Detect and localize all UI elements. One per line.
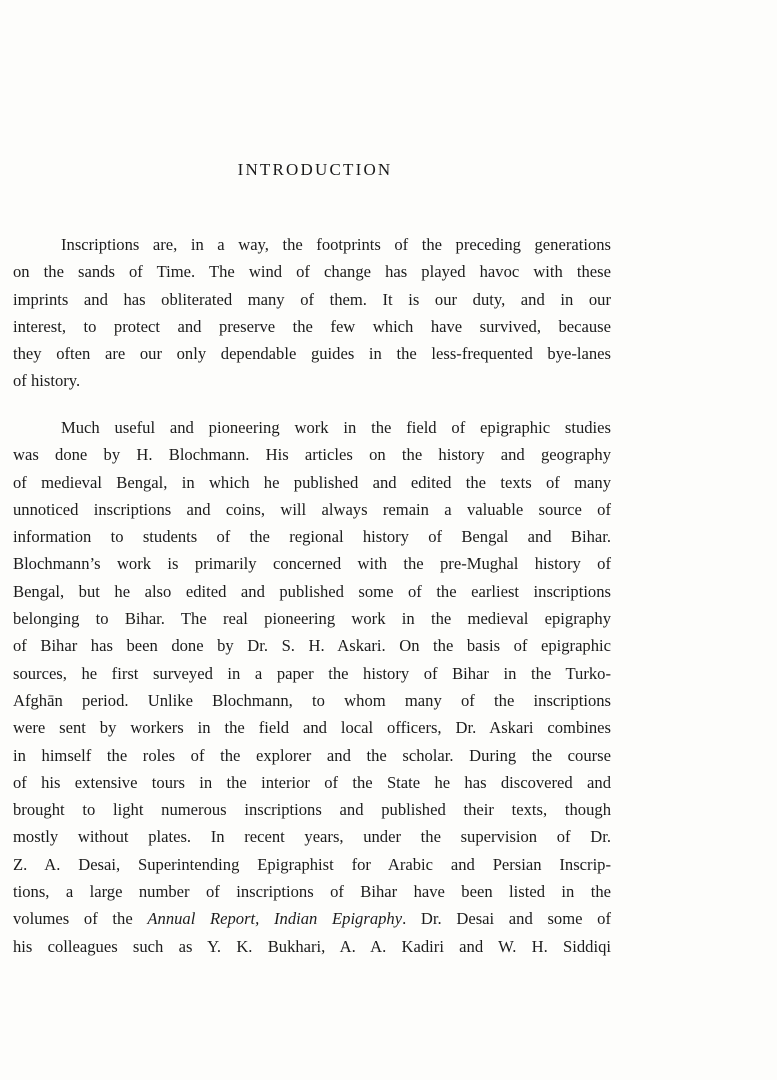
text-line: of history. <box>13 371 81 391</box>
text-line: Z. A. Desai, Superintending Epigraphist for Arabic and Persian Inscrip- <box>13 854 611 874</box>
text-line: were sent by workers in the field and local officers, Dr. Askari combines <box>13 718 611 738</box>
text-line: Blochmann’s work is primarily concerned with the pre-Mughal history of <box>13 554 611 574</box>
text-line: was done by H. Blochmann. His articles on the history and geography <box>13 445 611 465</box>
text-line: Inscriptions are, in a way, the footprints of the preceding generations <box>61 235 611 254</box>
text-line: Bengal, but he also edited and published some of the earliest inscriptions <box>13 581 611 601</box>
text-line: mostly without plates. In recent years, under the supervision of Dr. <box>13 827 611 847</box>
text-line: on the sands of Time. The wind of change has played havoc with these <box>13 262 611 282</box>
text-line: of Bihar has been done by Dr. S. H. Askari. On the basis of epigraphic <box>13 636 611 656</box>
text-line: belonging to Bihar. The real pioneering work in the medieval epigraphy <box>13 609 611 629</box>
text-line: imprints and has obliterated many of them. It is our duty, and in our <box>13 289 611 309</box>
paragraph-2 <box>13 414 611 960</box>
text-line: unnoticed inscriptions and coins, will always remain a valuable source of <box>13 499 611 519</box>
text-line: brought to light numerous inscriptions and published their texts, though <box>13 800 611 820</box>
text-line: tions, a large number of inscriptions of Bihar have been listed in the <box>13 882 611 902</box>
text-segment: volumes of the <box>13 909 148 929</box>
text-line: interest, to protect and preserve the few which have survived, because <box>13 316 611 336</box>
text-segment: . Dr. Desai and some of <box>402 909 611 929</box>
paragraph-1 <box>13 231 611 395</box>
publication-title: Annual Report, Indian Epigraphy <box>147 909 403 929</box>
text-line: information to students of the regional history of Bengal and Bihar. <box>13 527 611 547</box>
text-line: Afghān period. Unlike Blochmann, to whom many of the inscriptions <box>13 690 611 710</box>
text-line: sources, he first surveyed in a paper the history of Bihar in the Turko- <box>13 663 611 683</box>
text-line: his colleagues such as Y. K. Bukhari, A. A. Kadiri and W. H. Siddiqi <box>13 936 611 956</box>
text-line: of his extensive tours in the interior of the State he has discovered and <box>13 772 611 792</box>
text-line <box>13 905 611 932</box>
text-line: Much useful and pioneering work in the field of epigraphic studies <box>61 418 611 437</box>
text-line: in himself the roles of the explorer and the scholar. During the course <box>13 745 611 765</box>
text-line: they often are our only dependable guides in the less-frequented bye-lanes <box>13 344 611 364</box>
page-title: INTRODUCTION <box>237 160 393 179</box>
text-line: of medieval Bengal, in which he published and edited the texts of many <box>13 472 611 492</box>
